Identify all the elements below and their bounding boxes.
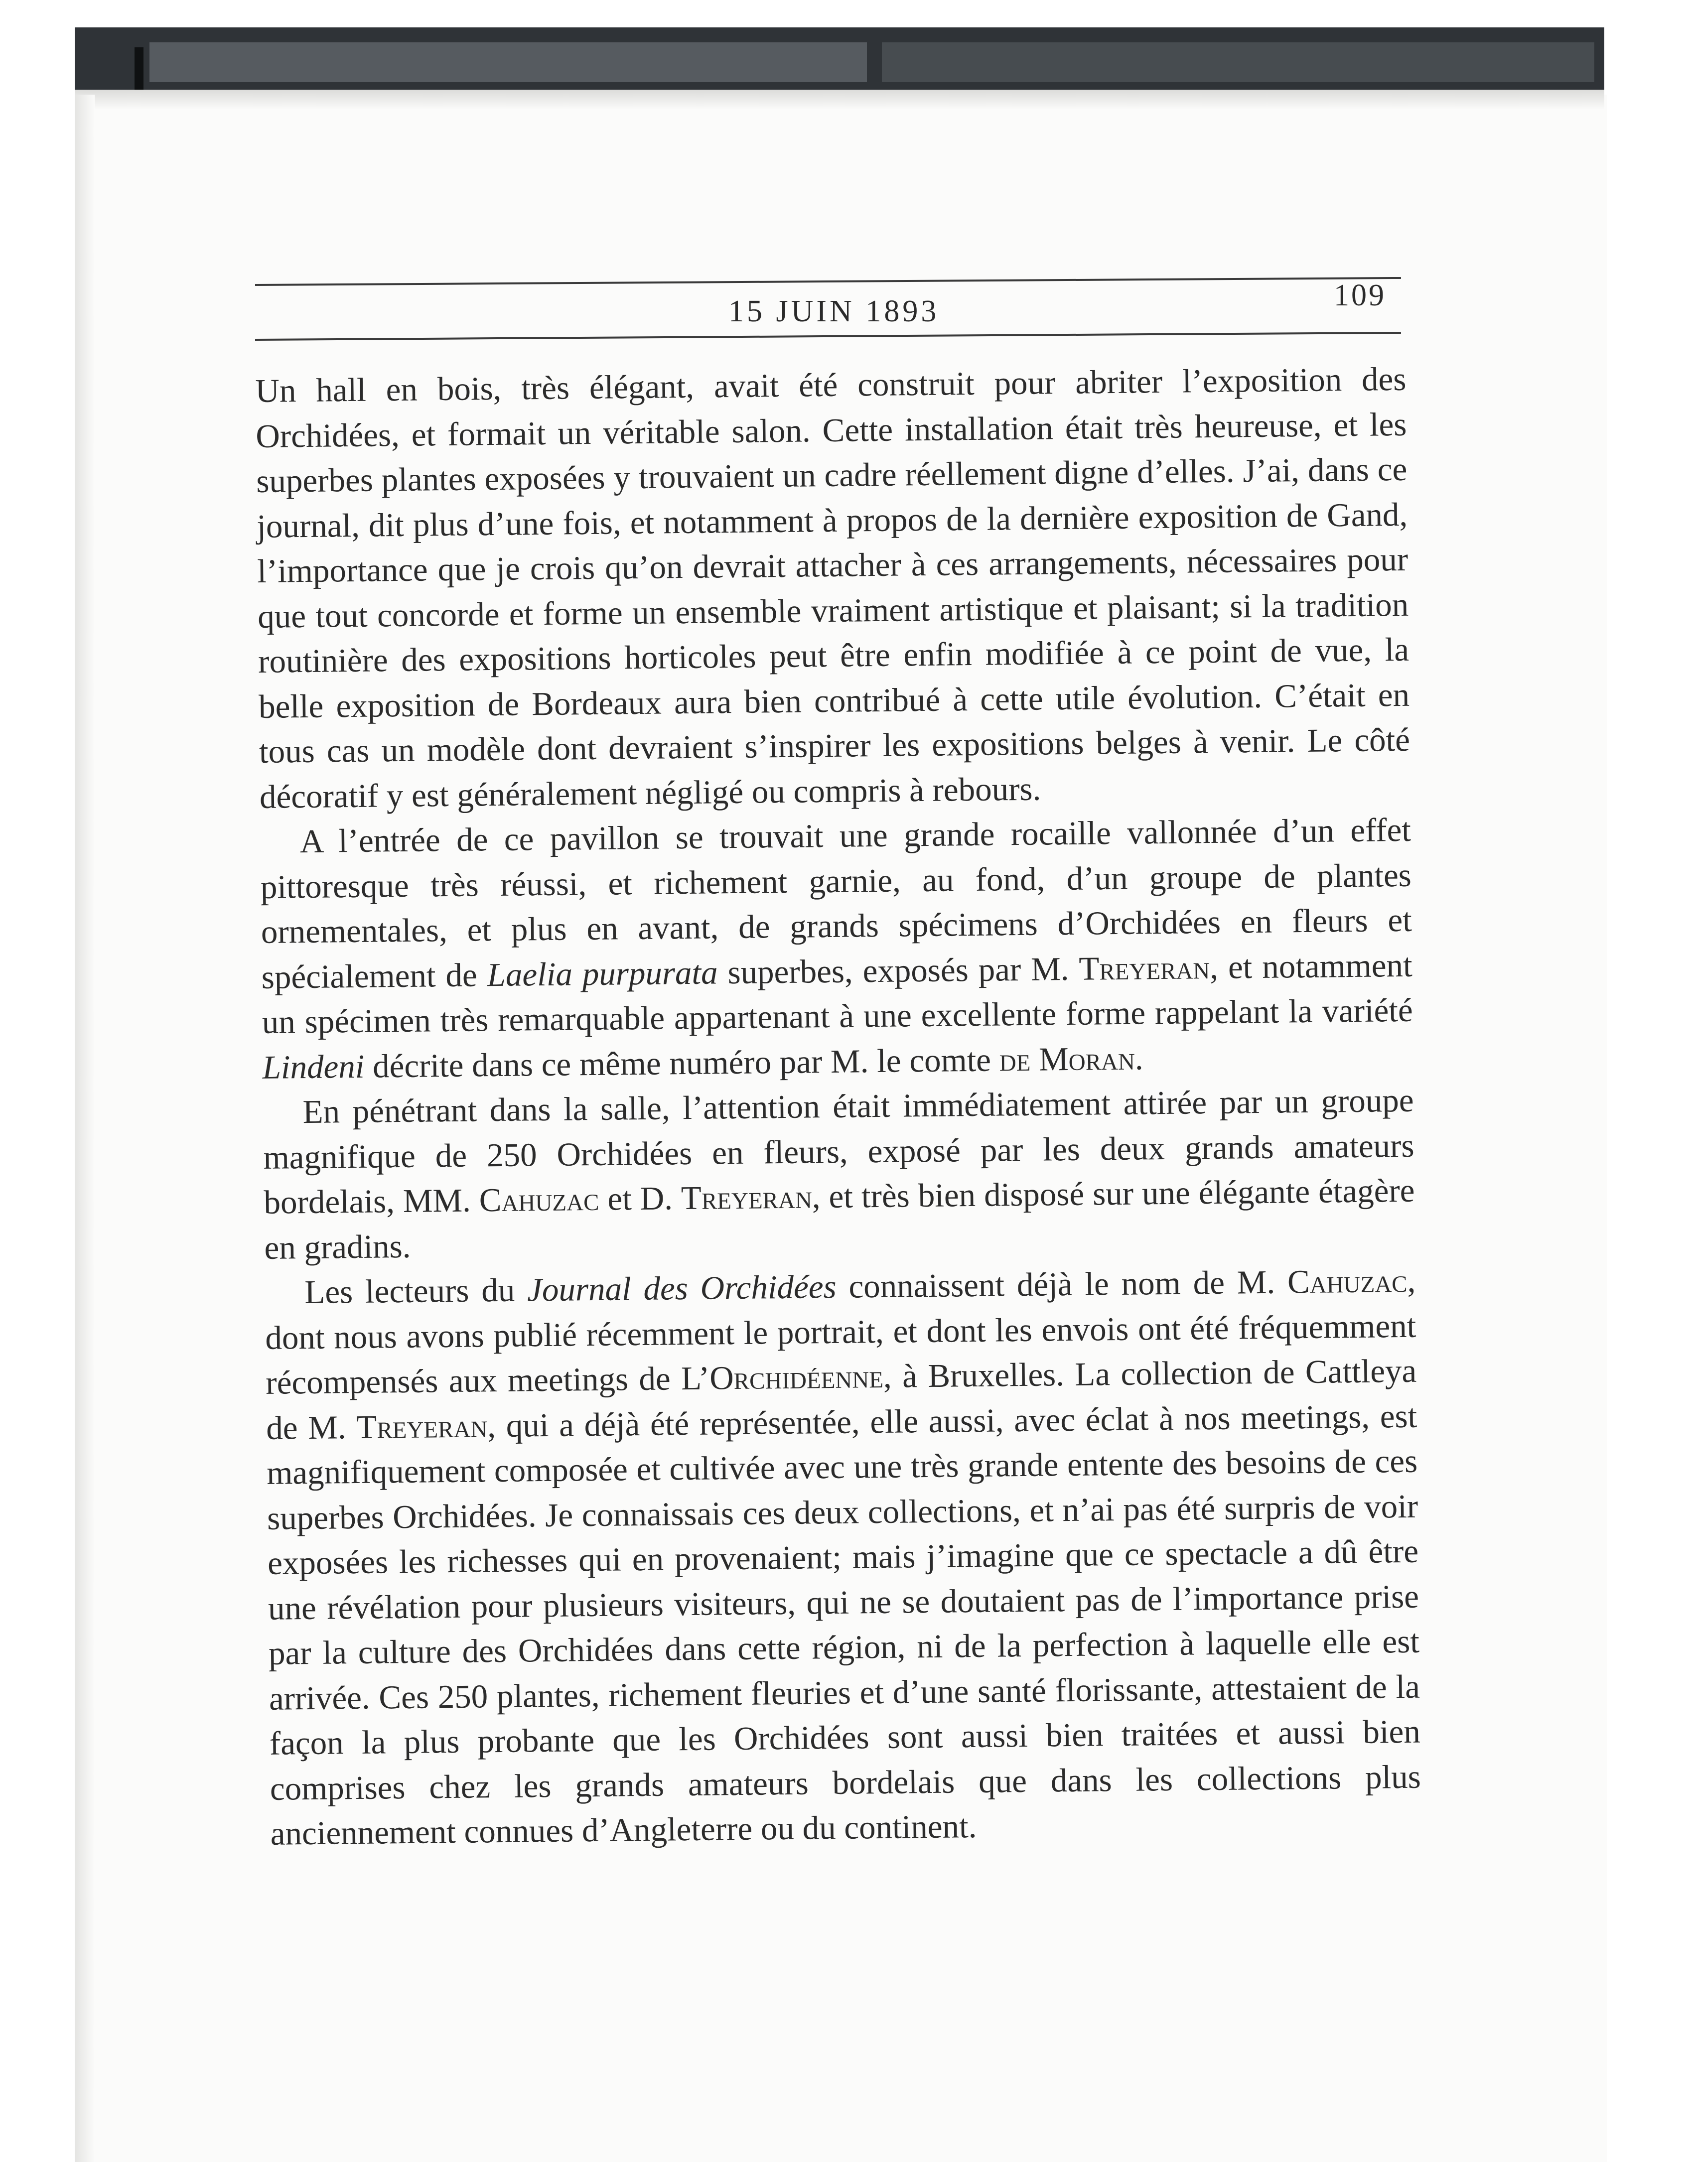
small-caps-name: Treyeran [681, 1178, 813, 1217]
text-run: , dont nous avons publié récemment le portrait, et dont les envois ont été fréquemment récompensés aux meetings de L’ [265, 1262, 1416, 1401]
text-run: , et très bien disposé sur une élégante étagère en gradins. [264, 1172, 1415, 1266]
text-run: Un hall en bois, très élégant, avait été construit pour abriter l’exposition des Orchidées, et formait un véritable salon. Cette installation était très heureuse, et les superbes plantes exposées y trouvaient un cadre réellement digne d’elles. J’ai, dans ce journal, dit plus d’une fois, et notamment à propos de la dernière exposition de Gand, l’importance que je crois qu’on devrait attacher à ces arrangements, nécessaires pour que tout concorde et forme un ensemble vraiment artistique et plaisant; si la tradition routinière des expositions horticoles peut être enfin modifiée à ce point de vue, la belle exposition de Bordeaux aura bien contribué à cette utile évolution. C’était en tous cas un modèle dont devraient s’inspirer les expositions belges à venir. Le côté décoratif y est généralement négligé ou compris à rebours. [255, 360, 1410, 816]
italic-text: Lindeni [262, 1048, 365, 1086]
italic-text: Journal des Orchidées [527, 1268, 837, 1309]
small-caps-name: Orchidéenne [709, 1358, 884, 1397]
text-run: En pénétrant dans la salle, l’attention était immédiatement attirée par un groupe magnifique de 250 Orchidées en fleurs, exposé par les deux grands amateurs bordelais, MM. [263, 1082, 1414, 1221]
paragraph [260, 808, 1413, 1090]
text-run: A l’entrée de ce pavillon se trouvait une grande rocaille vallonnée d’un effet pittoresque très réussi, et richement garnie, au fond, d’un groupe de plantes ornementales, et plus en avant, de grands spécimens d’Orchidées en fleurs et spécialement de [260, 811, 1412, 996]
text-run: , et notamment un spécimen très remarquable appartenant à une excellente forme rappelant la variété [262, 947, 1413, 1041]
text-run: et D. [598, 1180, 682, 1218]
article-body [255, 357, 1421, 1857]
page-top-shadow [75, 90, 1604, 110]
small-caps-name: Cahuzac [479, 1180, 599, 1219]
small-caps-name: Cahuzac [1287, 1262, 1408, 1301]
book-spine-right [882, 42, 1594, 82]
scanner-background [75, 27, 1604, 97]
text-run: , qui a déjà été représentée, elle aussi, avec éclat à nos meetings, est magnifiquement composée et cultivée avec une très grande entente des besoins de ces superbes Orchidées. Je connaissais ces deux collections, et n’ai pas été surpris de voir exposées les richesses qui en provenaient; mais j’imagine que ce spectacle a dû être une révélation pour plusieurs visiteurs, qui ne se doutaient pas de l’importance prise par la culture des Orchidées dans cette région, ni de la perfection à laquelle elle est arrivée. Ces 250 plantes, richement fleuries et d’une santé florissante, attestaient de la façon la plus probante que les Orchidées sont aussi bien traitées et aussi bien comprises chez les grands amateurs bordelais que dans les collections plus anciennement connues d’Angleterre ou du continent. [266, 1397, 1421, 1852]
header-rule-bottom [255, 332, 1401, 341]
paragraph [263, 1078, 1415, 1270]
text-run: connaissent déjà le nom de M. [836, 1263, 1288, 1305]
small-caps-name: de Moran [999, 1040, 1135, 1078]
page-number: 109 [1334, 278, 1386, 312]
text-run: , à Bruxelles. La collection de Cattleya de M. [266, 1352, 1417, 1447]
text-run: décrite dans ce même numéro par M. le comte [364, 1041, 1000, 1085]
small-caps-name: Treyeran [1079, 949, 1210, 987]
header-rule-top [255, 277, 1401, 286]
text-run: superbes, exposés par M. [717, 950, 1079, 991]
paragraph [255, 357, 1410, 819]
book-spine-left [149, 42, 867, 82]
paragraph [265, 1258, 1421, 1857]
text-run: . [1134, 1039, 1143, 1077]
running-title: 15 JUIN 1893 [728, 294, 940, 328]
page-left-edge [75, 95, 95, 2162]
text-run: Les lecteurs du [304, 1271, 528, 1311]
page-header [255, 259, 1401, 349]
small-caps-name: Treyeran [356, 1407, 488, 1446]
scanner-clip [135, 47, 143, 92]
italic-text: Laelia purpurata [487, 954, 718, 993]
